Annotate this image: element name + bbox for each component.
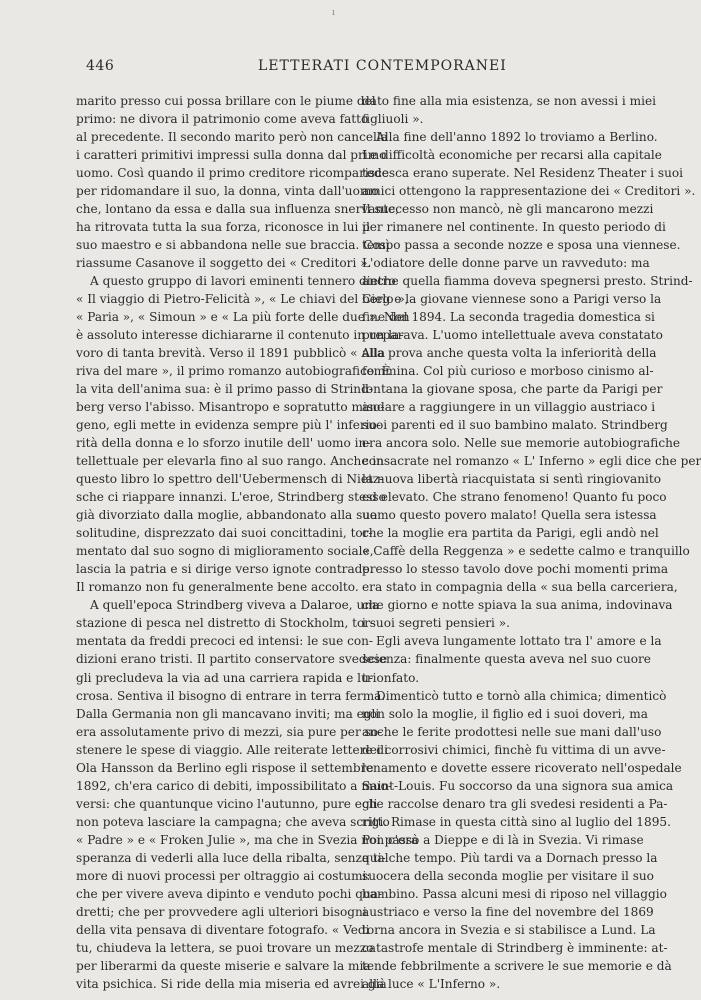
text-line: era assolutamente privo di mezzi, sia pure per so- bbox=[76, 724, 383, 739]
text-line: suocera della seconda moglie per visitare il suo bbox=[362, 868, 654, 883]
text-line: catastrofe mentale di Strindberg è imminente: at- bbox=[362, 940, 668, 955]
text-line: solitudine, disprezzato dai suoi concittadini, tor- bbox=[76, 526, 373, 541]
text-line: anche quella fiamma doveva spegnersi presto. Strind- bbox=[362, 274, 693, 289]
text-line: dei corrosivi chimici, finchè fu vittima di un avve- bbox=[362, 742, 666, 757]
text-line: è assoluto interesse dichiararne il contenuto in un la- bbox=[76, 328, 404, 343]
text-line: Ola Hansson da Berlino egli rispose il settembre bbox=[76, 760, 374, 775]
text-line: per ridomandare il suo, la donna, vinta dall'uomo bbox=[76, 184, 379, 199]
text-line: rigi. Rimase in questa città sino al luglio del 1895. bbox=[362, 814, 671, 829]
running-title: LETTERATI CONTEMPORANEI bbox=[258, 58, 507, 74]
text-line: qualche tempo. Più tardi va a Dornach presso la bbox=[362, 850, 658, 865]
text-line: primo: ne divora il patrimonio come aveva fatto bbox=[76, 112, 369, 127]
text-line: geno, egli mette in evidenza sempre più l' inferio- bbox=[76, 418, 381, 433]
text-line: trionfato. bbox=[362, 670, 420, 685]
text-line: figliuoli ». bbox=[362, 112, 424, 127]
text-line: tedesca erano superate. Nel Residenz Theater i suoi bbox=[362, 166, 684, 181]
text-line: Il successo non mancò, nè gli mancarono mezzi bbox=[362, 202, 654, 217]
text-line: femmina. Col più curioso e morboso cinismo al- bbox=[362, 364, 654, 379]
text-line: berg e la giovane viennese sono a Parigi verso la bbox=[362, 292, 662, 307]
text-line: i caratteri primitivi impressi sulla donna dal primo bbox=[76, 148, 387, 163]
text-line: dato fine alla mia esistenza, se non avessi i miei bbox=[362, 94, 657, 108]
text-line: crosa. Sentiva il bisogno di entrare in terra ferma. bbox=[76, 688, 386, 703]
page-number: 446 bbox=[86, 58, 115, 74]
text-line: tempo passa a seconde nozze e sposa una viennese. bbox=[362, 238, 681, 253]
text-line: lontana la giovane sposa, che parte da Parigi per bbox=[362, 382, 663, 397]
text-line: tu, chiudeva la lettera, se puoi trovare un mezzo bbox=[76, 940, 374, 955]
text-line: mentata da freddi precoci ed intensi: le sue con- bbox=[76, 634, 374, 649]
text-line: i suoi segreti pensieri ». bbox=[362, 616, 510, 631]
text-line: preparava. L'uomo intellettuale aveva constatato bbox=[362, 328, 663, 343]
text-line: che la moglie era partita da Parigi, egli andò nel bbox=[362, 526, 659, 541]
text-line: che giorno e notte spiava la sua anima, indovinava bbox=[362, 598, 673, 613]
text-line: per rimanere nel continente. In questo periodo di bbox=[362, 220, 666, 235]
text-line: marito presso cui possa brillare con le piume del bbox=[76, 94, 376, 108]
text-line: stenere le spese di viaggio. Alle reiterate lettere di bbox=[76, 742, 389, 757]
text-line: era stato in compagnia della « sua bella carceriera, bbox=[362, 580, 678, 595]
text-line: alla luce « L'Inferno ». bbox=[362, 976, 501, 991]
text-line: questo libro lo spettro dell'Uebermensch di Nietz- bbox=[76, 472, 384, 487]
text-line: « Caffè della Reggenza » e sedette calmo e tranquillo bbox=[362, 544, 690, 559]
page-header bbox=[76, 58, 608, 80]
text-line: alla prova anche questa volta la inferiorità della bbox=[362, 346, 657, 361]
text-line: già divorziato dalla moglie, abbandonato alla sua bbox=[76, 508, 378, 523]
text-line: riva del mare », il primo romanzo autobiografico. È bbox=[76, 364, 391, 379]
text-line: 1892, ch'era carico di debiti, impossibilitato a muo- bbox=[76, 778, 392, 793]
text-line: andare a raggiungere in un villaggio austriaco i bbox=[362, 400, 656, 415]
text-line: era ancora solo. Nelle sue memorie autobiografiche bbox=[362, 436, 681, 451]
text-line: la nuova libertà riacquistata si sentì ringiovanito bbox=[362, 472, 662, 487]
text-line: amici ottengono la rappresentazione dei « Creditori ». bbox=[362, 184, 696, 199]
text-line: lenamento e dovette essere ricoverato nell'ospedale bbox=[362, 760, 682, 775]
text-line: A quell'epoca Strindberg viveva a Dalaroe, una bbox=[90, 598, 380, 613]
text-line: mentato dal suo sogno di miglioramento sociale, bbox=[76, 544, 374, 559]
text-line: Alla fine dell'anno 1892 lo troviamo a Berlino. bbox=[376, 130, 658, 145]
text-line: austriaco e verso la fine del novembre del 1869 bbox=[362, 904, 654, 919]
text-line: non solo la moglie, il figlio ed i suoi doveri, ma bbox=[362, 706, 648, 721]
text-line: « Il viaggio di Pietro-Felicità », « Le chiavi del Cielo », bbox=[76, 292, 409, 307]
text-line: sche ci riappare innanzi. L'eroe, Strindberg stesso bbox=[76, 490, 386, 505]
text-line: lascia la patria e si dirige verso ignote contrade. bbox=[76, 562, 374, 577]
text-line: Dalla Germania non gli mancavano inviti; ma egli bbox=[76, 706, 380, 721]
text-line: gli precludeva la via ad una carriera rapida e lu- bbox=[76, 670, 373, 685]
text-line: Egli aveva lungamente lottato tra l' amore e la bbox=[376, 634, 662, 649]
text-line: versi: che quantunque vicino l'autunno, pure egli bbox=[76, 796, 378, 811]
text-line: uomo questo povero malato! Quella sera istessa bbox=[362, 508, 657, 523]
text-line: anche le ferite prodottesi nelle sue mani dall'uso bbox=[362, 724, 662, 739]
text-line: la vita dell'anima sua: è il primo passo di Strind- bbox=[76, 382, 373, 397]
text-line: voro di tanta brevità. Verso il 1891 pubblicò « Alla bbox=[76, 346, 386, 361]
text-line: che raccolse denaro tra gli svedesi residenti a Pa- bbox=[362, 796, 668, 811]
text-line: speranza di vederli alla luce della ribalta, senza ti- bbox=[76, 850, 386, 865]
page-top-mark: ı bbox=[332, 8, 335, 18]
text-line: « Padre » e « Froken Julie », ma che in Svezia non c'era bbox=[76, 832, 419, 847]
text-line: della vita pensava di diventare fotografo. « Vedi bbox=[76, 922, 370, 937]
text-line: bambino. Passa alcuni mesi di riposo nel villaggio bbox=[362, 886, 667, 901]
text-line: dizioni erano tristi. Il partito conservatore svedese bbox=[76, 652, 388, 667]
text-line: Il romanzo non fu generalmente bene accolto. bbox=[76, 580, 359, 595]
text-line: suoi parenti ed il suo bambino malato. Strindberg bbox=[362, 418, 668, 433]
text-line: more di nuovi processi per oltraggio ai costumi: bbox=[76, 868, 371, 883]
text-line: che per vivere aveva dipinto e venduto pochi qua- bbox=[76, 886, 383, 901]
text-line: ed elevato. Che strano fenomeno! Quanto fu poco bbox=[362, 490, 667, 505]
text-line: vita psichica. Si ride della mia miseria ed avrei già bbox=[76, 976, 387, 991]
text-line: fine del 1894. La seconda tragedia domestica si bbox=[362, 310, 655, 325]
text-line: per liberarmi da queste miserie e salvare la mia bbox=[76, 958, 371, 973]
text-line: Saint-Louis. Fu soccorso da una signora sua amica bbox=[362, 778, 674, 793]
text-line: dretti; che per provvedere agli ulteriori bisogni bbox=[76, 904, 367, 919]
text-line: Le difficoltà economiche per recarsi alla capitale bbox=[362, 148, 662, 163]
text-line: A questo gruppo di lavori eminenti tennero dietro bbox=[90, 274, 396, 289]
text-line: tende febbrilmente a scrivere le sue memorie e dà bbox=[362, 958, 672, 973]
text-line: L'odiatore delle donne parve un ravveduto: ma bbox=[362, 256, 650, 271]
text-line: consacrate nel romanzo « L' Inferno » egli dice che per bbox=[362, 454, 701, 469]
text-line: suo maestro e si abbandona nelle sue braccia. Così bbox=[76, 238, 390, 253]
text-line: che, lontano da essa e dalla sua influenza snervante, bbox=[76, 202, 400, 217]
text-line: tellettuale per elevarla fino al suo rango. Anche in bbox=[76, 454, 384, 469]
text-line: ha ritrovata tutta la sua forza, riconosce in lui il bbox=[76, 220, 370, 235]
text-line: rità della donna e lo sforzo inutile dell' uomo in- bbox=[76, 436, 371, 451]
text-line: « Paria », « Simoun » e « La più forte delle due ». Non bbox=[76, 310, 410, 325]
text-line: Poi passò a Dieppe e di là in Svezia. Vi rimase bbox=[362, 832, 644, 847]
text-line: presso lo stesso tavolo dove pochi momenti prima bbox=[362, 562, 669, 577]
text-line: torna ancora in Svezia e si stabilisce a Lund. La bbox=[362, 922, 656, 937]
text-line: non poteva lasciare la campagna; che aveva scritto bbox=[76, 814, 390, 829]
text-line: riassume Casanove il soggetto dei « Creditori ». bbox=[76, 256, 372, 271]
text-line: scienza: finalmente questa aveva nel suo cuore bbox=[362, 652, 651, 667]
text-line: uomo. Così quando il primo creditore ricomparisce bbox=[76, 166, 389, 181]
text-line: berg verso l'abisso. Misantropo e sopratutto miso- bbox=[76, 400, 385, 415]
text-line: al precedente. Il secondo marito però non cancella bbox=[76, 130, 388, 145]
text-line: stazione di pesca nel distretto di Stockholm, tor- bbox=[76, 616, 375, 631]
text-line: Dimenticò tutto e tornò alla chimica; dimenticò bbox=[376, 688, 667, 703]
right-column bbox=[362, 92, 701, 993]
